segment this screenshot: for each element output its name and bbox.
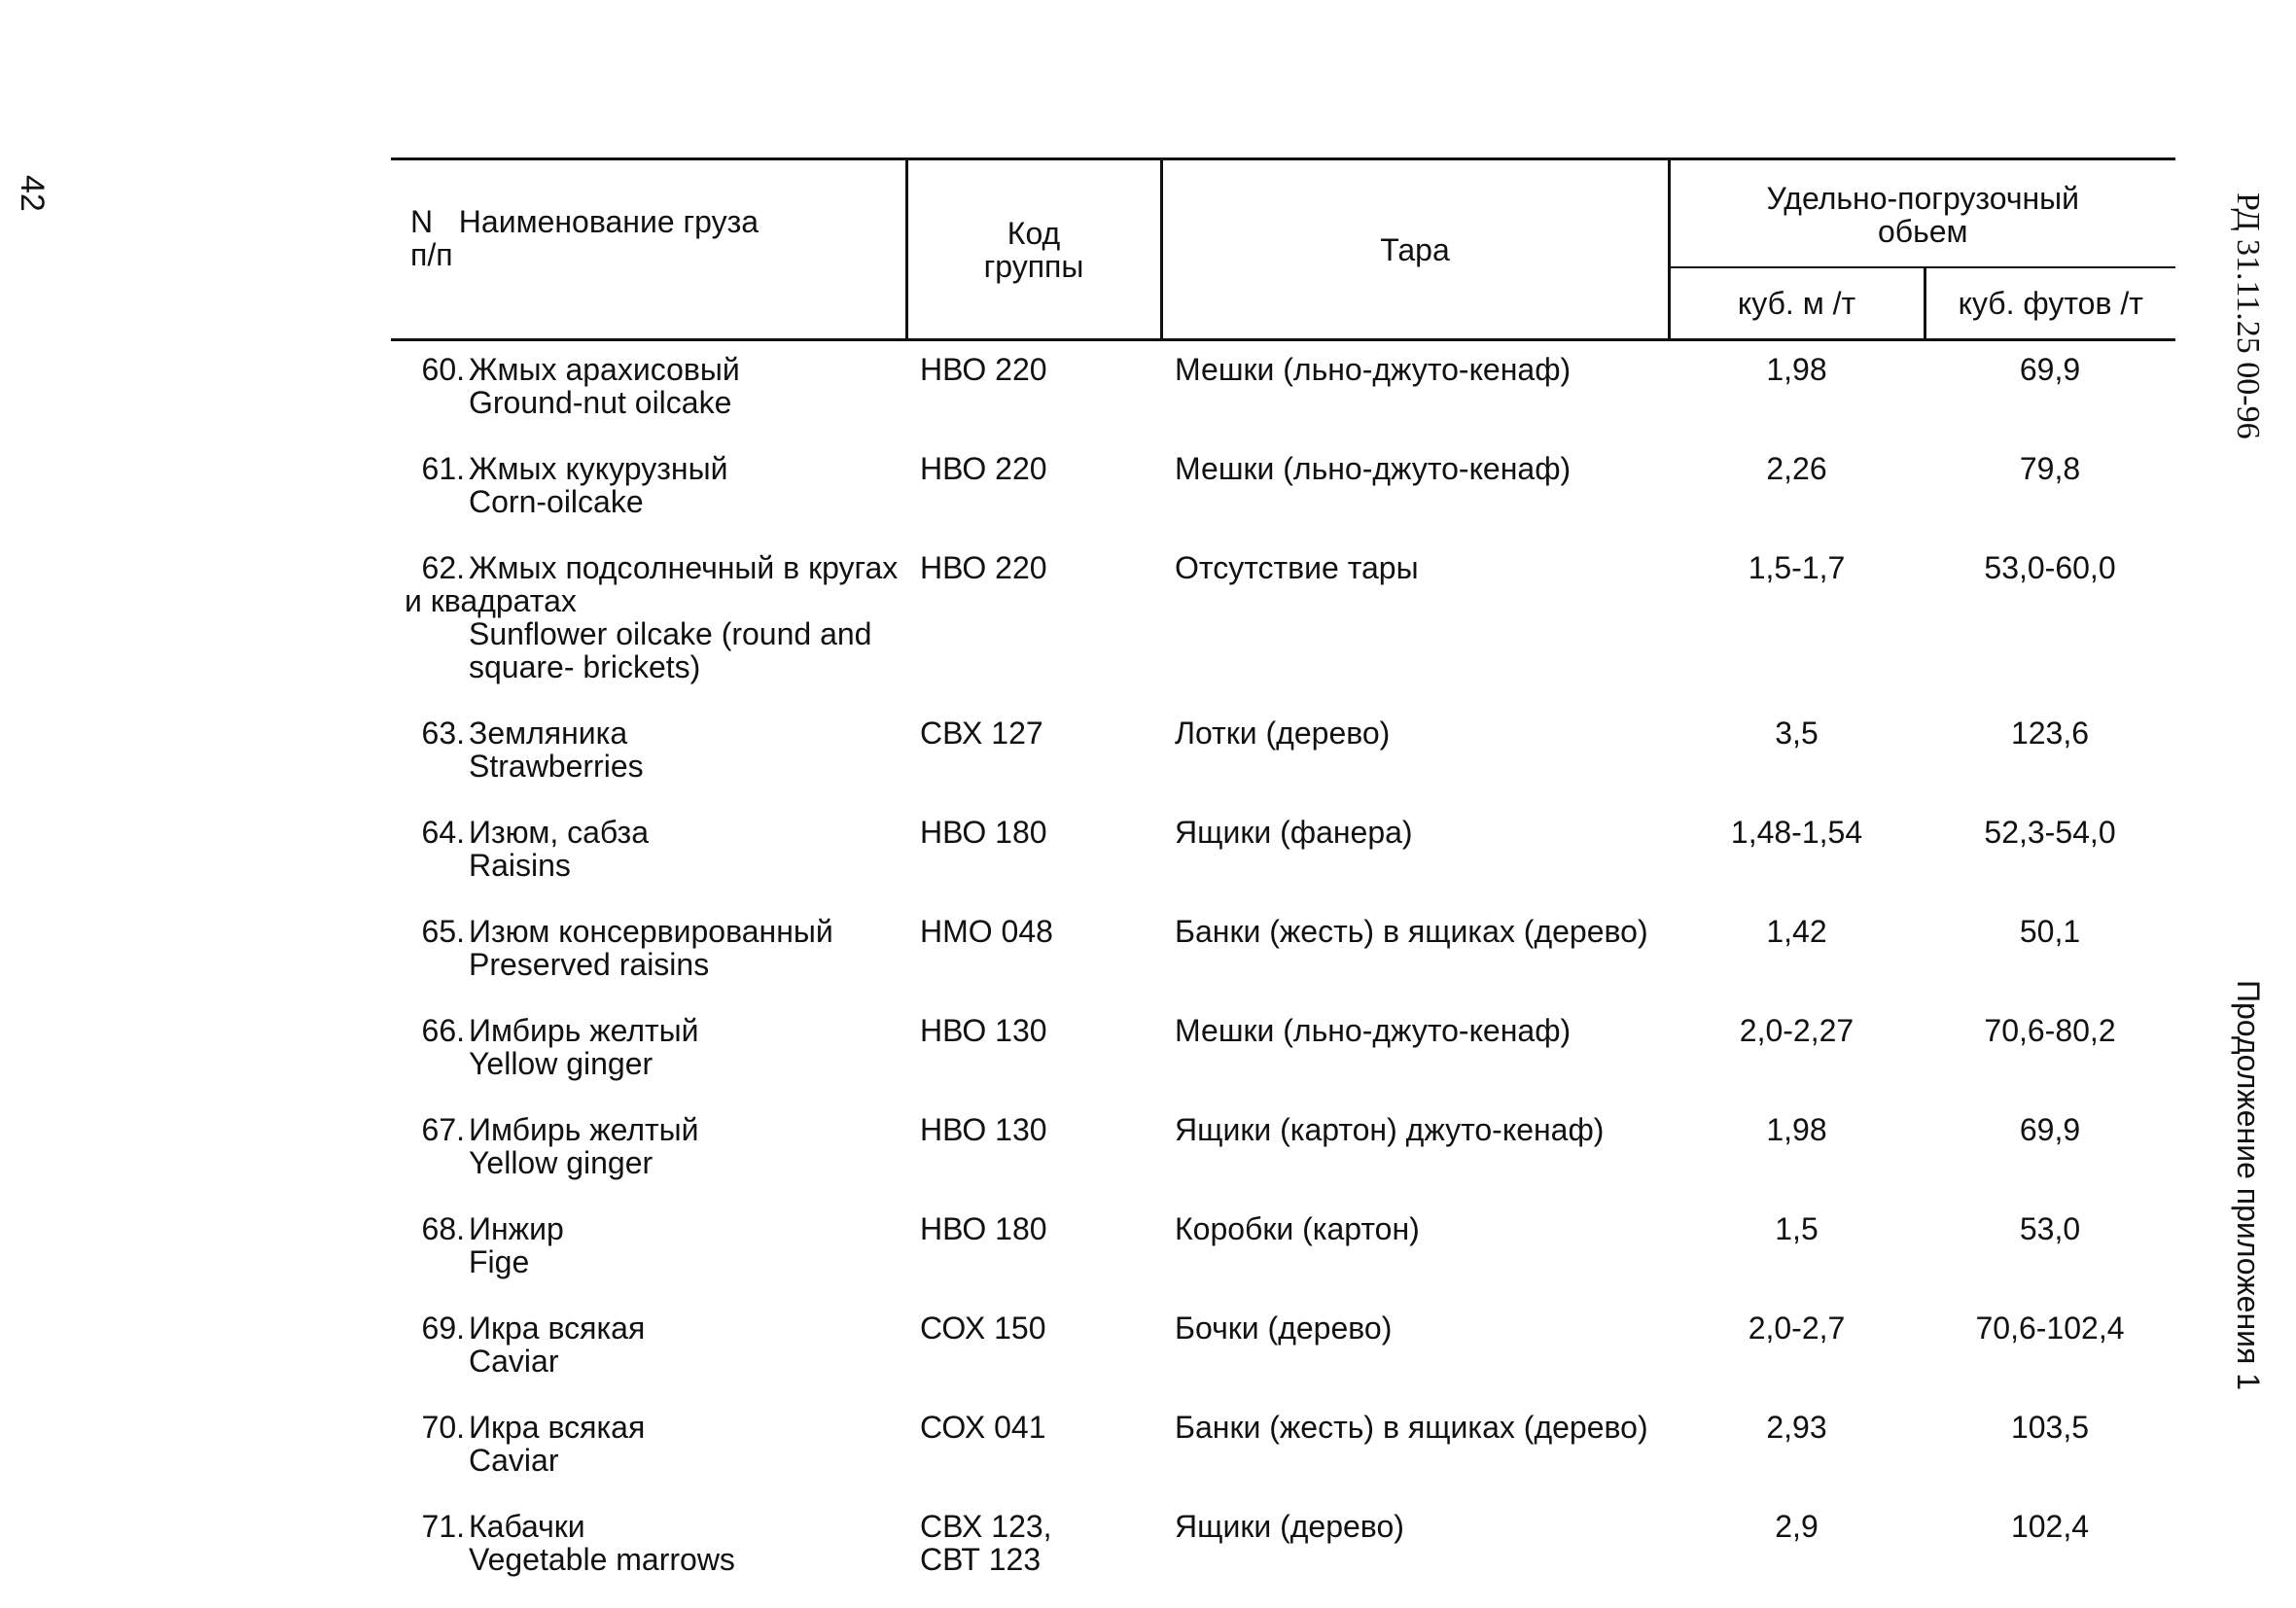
group-code: СОХ 041 [920,1410,1046,1445]
group-code-cell [906,1300,1161,1399]
cargo-name-en: Fige [469,1244,530,1279]
row-number: 66. [421,1013,465,1048]
cargo-name-en: Vegetable marrows [469,1542,735,1577]
row-number: 70. [421,1410,465,1445]
volume-m3-cell: 2,0-2,7 [1748,1311,1846,1346]
tare-cell: Ящики (фанера) [1175,815,1413,850]
volume-m3-cell: 2,93 [1766,1410,1827,1445]
cargo-name-cell [391,1002,906,1101]
group-code-cell [906,804,1161,903]
tare-cell: Отсутствие тары [1175,550,1419,585]
cargo-name-cell [391,903,906,1002]
cargo-name-ru: Инжир [469,1211,564,1246]
group-code: НВО 180 [920,1211,1047,1246]
cargo-name-ru: Кабачки [469,1509,585,1544]
row-number: 71. [421,1509,465,1544]
page-number: 42 [14,175,51,212]
group-code-cell [906,540,1161,705]
volume-ft3-cell: 52,3-54,0 [1984,815,2116,850]
group-code: НВО 130 [920,1013,1047,1048]
group-code-cell [906,440,1161,540]
table-header [391,159,2175,340]
volume-ft3-cell: 103,5 [2010,1410,2090,1445]
document-code: РД 31.11.25 00-96 [2230,192,2266,439]
volume-m3-cell: 1,5 [1775,1211,1819,1246]
cargo-name-en: Caviar [469,1344,559,1379]
volume-ft3-cell: 70,6-80,2 [1984,1013,2116,1048]
group-code-cell [906,1201,1161,1300]
header-number-sub: п/п [410,237,453,272]
header-tare: Тара [1161,159,1669,340]
volume-m3-cell: 1,5-1,7 [1748,550,1846,585]
cargo-name-en: Sunflower oilcake (round and square- brickets) [469,616,872,684]
volume-m3-cell: 3,5 [1775,716,1819,751]
volume-m3-cell: 2,0-2,27 [1739,1013,1854,1048]
group-code-cell [906,903,1161,1002]
cargo-name-cell [391,1399,906,1498]
group-code: НВО 220 [920,352,1047,387]
cargo-name-ru: Земляника [469,716,628,751]
group-code-cell [906,1002,1161,1101]
cargo-name-ru: Жмых подсолнечный в кругах и квадратах [405,550,899,618]
cargo-name-en: Caviar [469,1443,559,1478]
group-code-cell [906,1399,1161,1498]
table-row [391,705,2175,804]
table-row [391,340,2175,441]
row-number: 67. [421,1112,465,1147]
table-row [391,903,2175,1002]
group-code: НВО 130 [920,1112,1047,1147]
header-volume-group: Удельно-погрузочный обьем [1669,159,2175,268]
cargo-name-cell [391,705,906,804]
header-name: Наименование груза [458,204,759,239]
row-number: 61. [421,451,465,486]
cargo-name-en: Raisins [469,848,571,883]
group-code-cell [906,1101,1161,1201]
row-number: 60. [421,352,465,387]
row-number: 65. [421,914,465,949]
tare-cell: Мешки (льно-джуто-кенаф) [1175,1013,1572,1048]
volume-m3-cell: 2,9 [1775,1509,1819,1544]
group-code-cell [906,1498,1161,1597]
volume-m3-cell: 1,42 [1766,914,1827,949]
table-row [391,1498,2175,1597]
volume-ft3-cell: 70,6-102,4 [1975,1311,2125,1346]
cargo-name-en: Yellow ginger [469,1046,653,1081]
row-number: 62. [421,550,465,585]
cargo-name-cell [391,1101,906,1201]
cargo-table-container [391,157,2175,1597]
group-code: СВТ 123 [920,1542,1042,1577]
table-row [391,1201,2175,1300]
table-row [391,540,2175,705]
tare-cell: Банки (жесть) в ящиках (дерево) [1175,1410,1648,1445]
row-number: 69. [421,1311,465,1346]
tare-cell: Бочки (дерево) [1175,1311,1393,1346]
volume-ft3-cell: 69,9 [2019,352,2081,387]
volume-ft3-cell: 50,1 [2019,914,2081,949]
cargo-name-cell [391,1498,906,1597]
table-row [391,1300,2175,1399]
table-row [391,1002,2175,1101]
cargo-name-cell [391,540,906,705]
group-code: СВХ 123, [920,1509,1052,1544]
tare-cell: Банки (жесть) в ящиках (дерево) [1175,914,1648,949]
cargo-name-cell [391,440,906,540]
header-name-cell [391,159,906,340]
group-code: НВО 220 [920,451,1047,486]
group-code: СВХ 127 [920,716,1043,751]
volume-m3-cell: 1,98 [1766,1112,1827,1147]
header-volume-m3: куб. м /т [1669,267,1925,340]
cargo-name-ru: Икра всякая [469,1410,646,1445]
cargo-name-ru: Икра всякая [469,1311,646,1346]
cargo-name-ru: Имбирь желтый [469,1112,699,1147]
group-code: НВО 180 [920,815,1047,850]
table-body [391,340,2175,1598]
volume-ft3-cell: 53,0 [2019,1211,2081,1246]
row-number: 63. [421,716,465,751]
cargo-name-ru: Жмых арахисовый [469,352,740,387]
cargo-name-ru: Изюм, сабза [469,815,649,850]
volume-ft3-cell: 53,0-60,0 [1984,550,2116,585]
table-row [391,804,2175,903]
volume-m3-cell: 1,98 [1766,352,1827,387]
tare-cell: Коробки (картон) [1175,1211,1420,1246]
tare-cell: Мешки (льно-джуто-кенаф) [1175,352,1572,387]
tare-cell: Мешки (льно-джуто-кенаф) [1175,451,1572,486]
group-code-cell [906,705,1161,804]
group-code: НВО 220 [920,550,1047,585]
volume-ft3-cell: 69,9 [2019,1112,2081,1147]
header-code: Код группы [906,159,1161,340]
row-number: 64. [421,815,465,850]
cargo-name-en: Yellow ginger [469,1145,653,1180]
volume-m3-cell: 1,48-1,54 [1730,815,1863,850]
cargo-name-cell [391,1300,906,1399]
group-code-cell [906,340,1161,441]
volume-ft3-cell: 123,6 [2010,716,2090,751]
cargo-name-cell [391,1201,906,1300]
volume-m3-cell: 2,26 [1766,451,1827,486]
tare-cell: Ящики (дерево) [1175,1509,1404,1544]
header-volume-ft3: куб. футов /т [1925,267,2175,340]
header-number: N [410,204,434,239]
cargo-name-ru: Изюм консервированный [469,914,833,949]
cargo-name-en: Ground-nut oilcake [469,385,732,420]
tare-cell: Лотки (дерево) [1175,716,1391,751]
cargo-name-en: Corn-oilcake [469,484,644,519]
table-row [391,1399,2175,1498]
group-code: СОХ 150 [920,1311,1046,1346]
cargo-table [391,157,2175,1597]
group-code: НМО 048 [920,914,1053,949]
continuation-label: Продолжение приложения 1 [2231,980,2266,1390]
table-row [391,1101,2175,1201]
table-row [391,440,2175,540]
cargo-name-ru: Имбирь желтый [469,1013,699,1048]
cargo-name-ru: Жмых кукурузный [469,451,728,486]
row-number: 68. [421,1211,465,1246]
volume-ft3-cell: 102,4 [2010,1509,2090,1544]
cargo-name-cell [391,340,906,441]
cargo-name-en: Strawberries [469,749,644,784]
tare-cell: Ящики (картон) джуто-кенаф) [1175,1112,1605,1147]
cargo-name-en: Preserved raisins [469,947,710,982]
volume-ft3-cell: 79,8 [2019,451,2081,486]
cargo-name-cell [391,804,906,903]
